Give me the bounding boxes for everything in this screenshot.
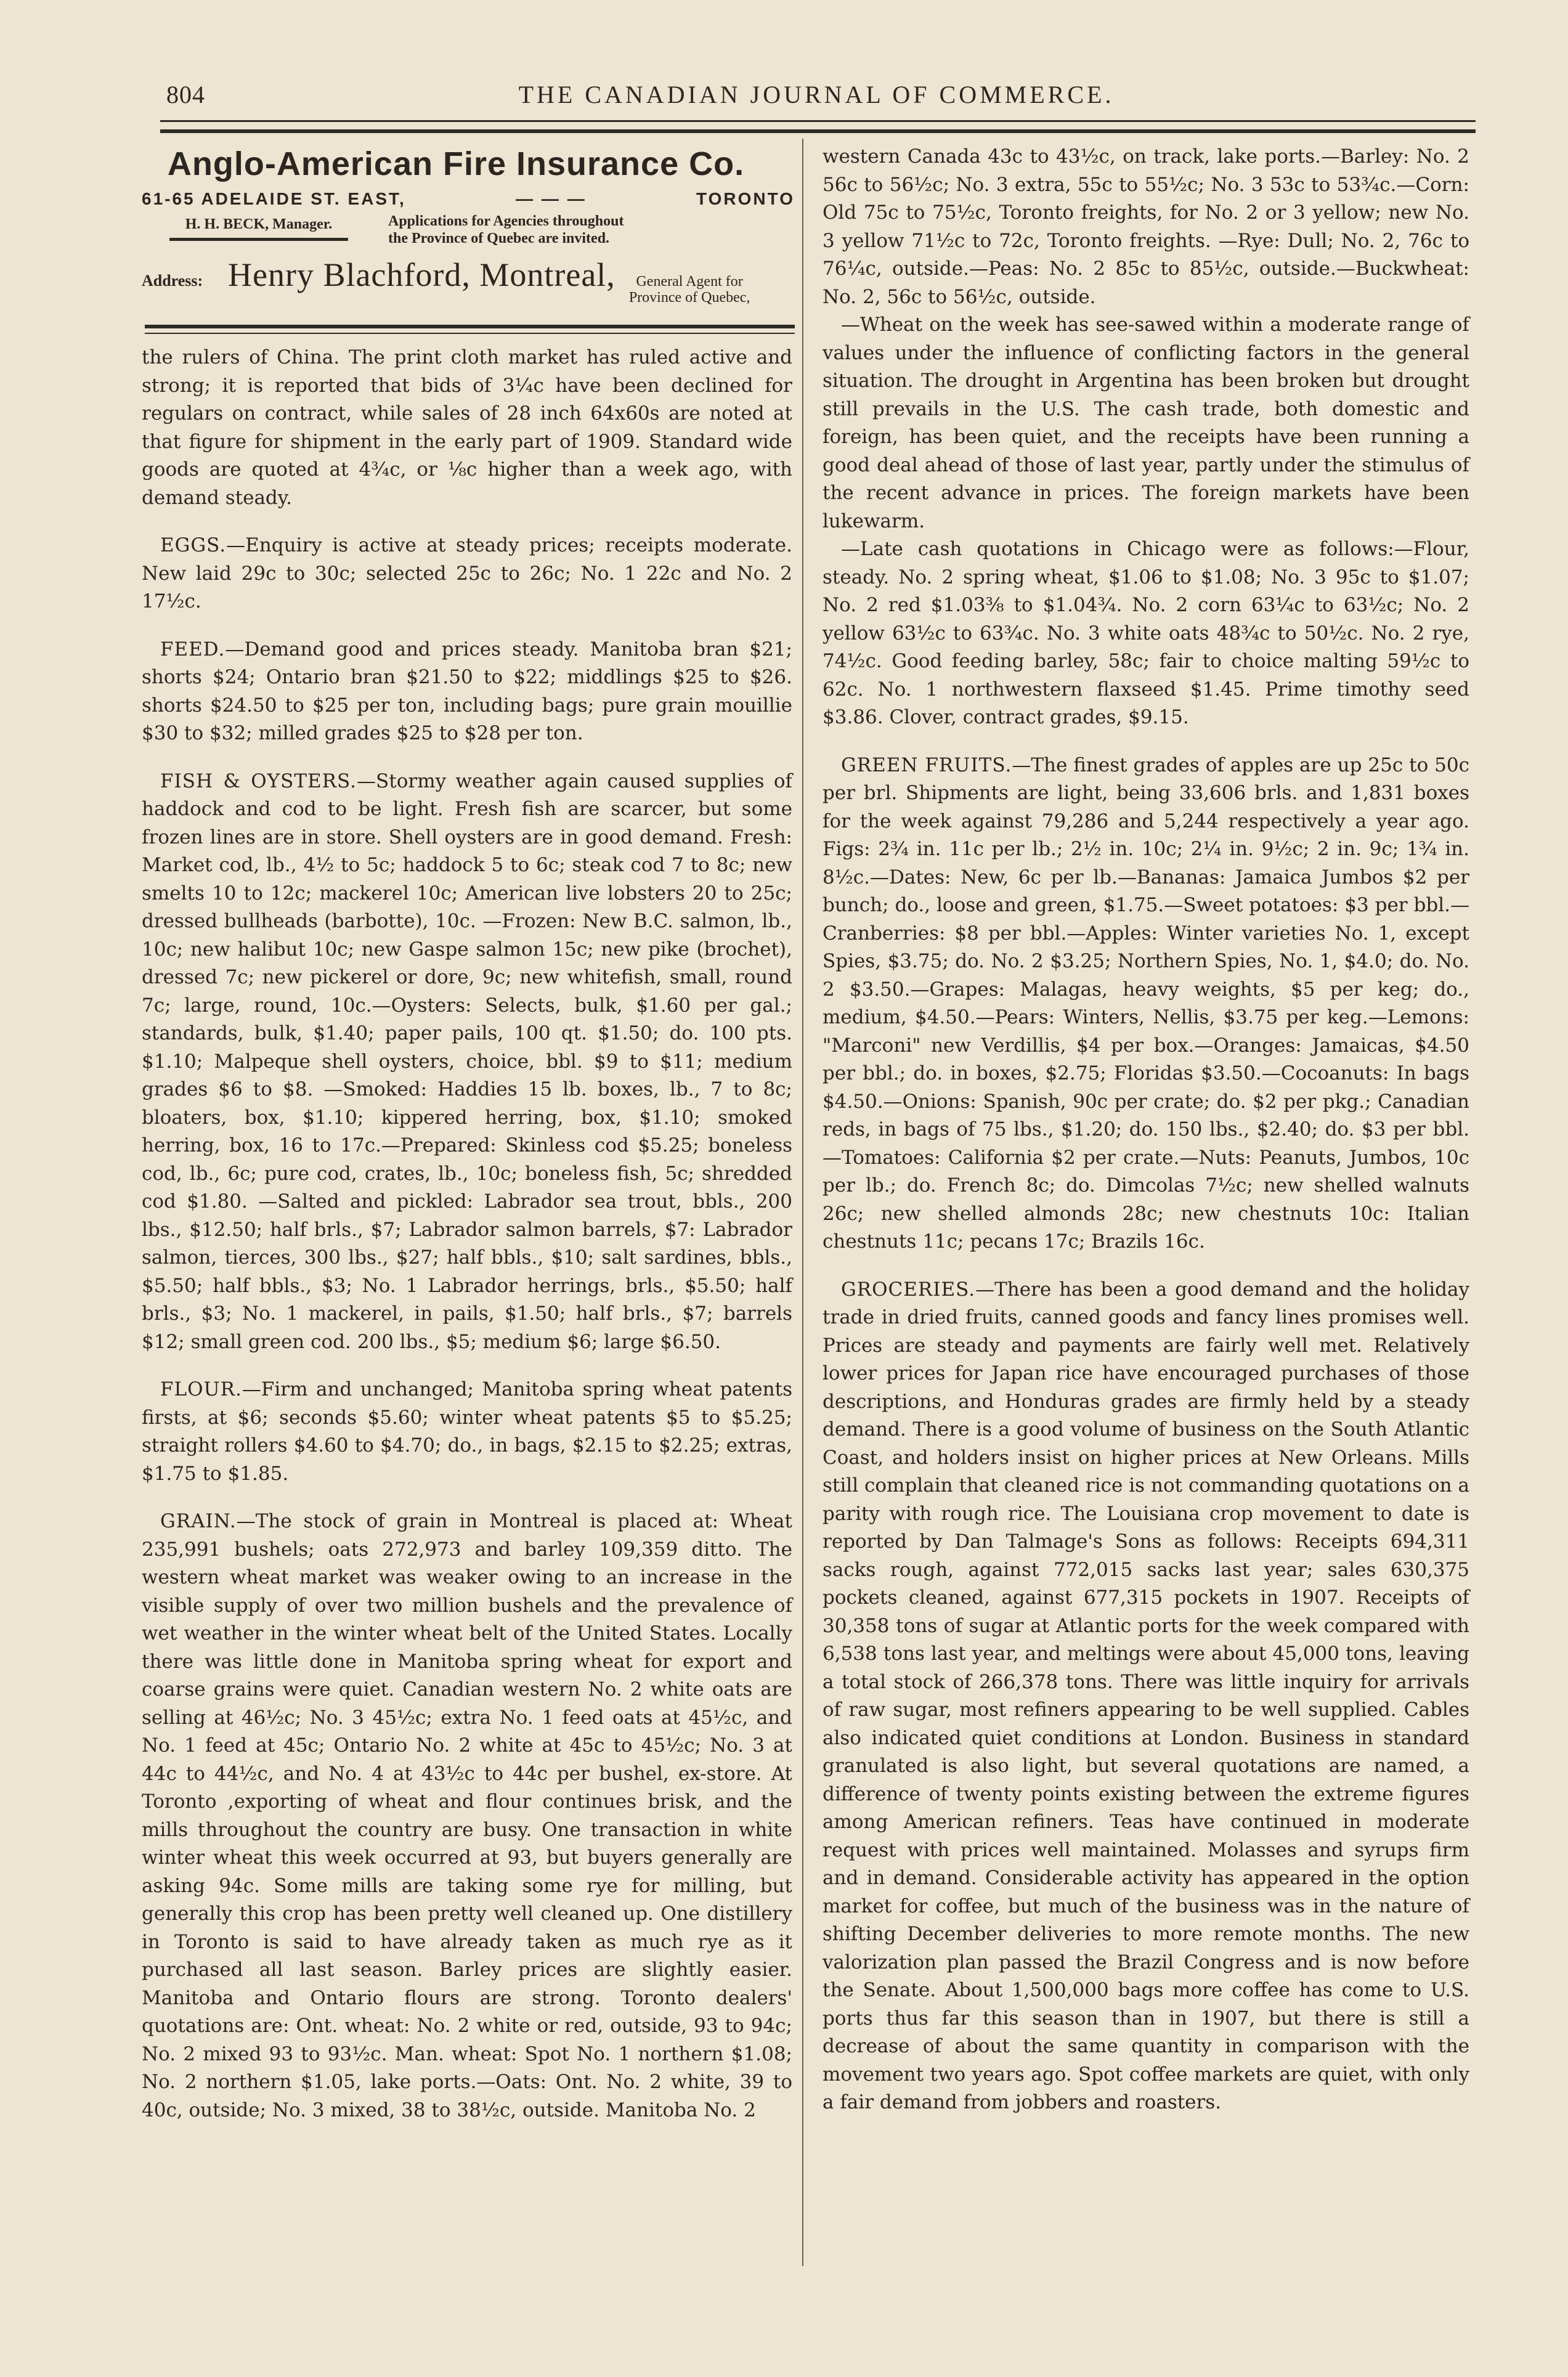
- grain-text: —The stock of grain in Montreal is placed at: Wheat 235,991 bushels; oats 272,973 and barley 109,359 ditto. The western wheat market was weaker owing to an increase in the visible supply of over two million bushels and the prevalence of wet weather in the winter wheat belt of the United States. Locally there was little done in Manitoba spring wheat for export and coarse grains were quiet. Canadian western No. 2 white oats are selling at 46½c; No. 3 45½c; extra No. 1 feed oats at 45½c, and No. 1 feed at 45c; Ontario No. 2 white at 45c to 45½c; No. 3 at 44c to 44½c, and No. 4 at 43½c to 44c per bushel, ex-store. At Toronto ,exporting of wheat and flour continues brisk, and the mills throughout the country are busy. One transaction in white winter wheat this week occurred at 93, but buyers generally are asking 94c. Some mills are taking some rye for milling, but generally this crop has been pretty well cleaned up. One distillery in Toronto is said to have already taken as much rye as it purchased all last season. Barley prices are slightly easier. Manitoba and Ontario flours are strong. Toronto dealers' quotations are: Ont. wheat: No. 2 white or red, outside, 93 to 94c; No. 2 mixed 93 to 93½c. Man. wheat: Spot No. 1 northern $1.08; No. 2 northern $1.05, lake ports.—Oats: Ont. No. 2 white, 39 to 40c, outside; No. 3 mixed, 38 to 38½c, outside. Manitoba No. 2: [142, 1510, 792, 2121]
- grain-heading: GRAIN.: [160, 1510, 237, 1532]
- column-divider: [802, 139, 803, 2266]
- insurance-advertisement: [142, 145, 795, 345]
- ad-applications: [376, 213, 624, 247]
- eggs-heading: EGGS.: [160, 534, 227, 556]
- page-header: [166, 80, 1466, 117]
- flour-heading: FLOUR.: [160, 1378, 242, 1400]
- green-fruits-text: —The finest grades of apples are up 25c to 50c per brl. Shipments are light, being 33,606 brls. and 1,831 boxes for the week against 79,286 and 5,244 respectively a year ago. Figs: 2¾ in. 11c per lb.; 2½ in. 10c; 2¼ in. 9½c; 2 in. 9c; 1¾ in. 8½c.—Dates: New, 6c per lb.—Bananas: Jamaica Jumbos $2 per bunch; do., loose and green, $1.75.—Sweet potatoes: $3 per bbl.—Cranberries: $8 per bbl.—Apples: Winter varieties No. 1, except Spies, $3.75; do. No. 2 $3.25; Northern Spies, No. 1, $4.0; do. No. 2 $3.50.—Grapes: Malagas, heavy weights, $5 per keg; do., medium, $4.50.—Pears: Winters, Nellis, $3.75 per keg.—Lemons: "Marconi" new Verdillis, $4 per box.—Oranges: Jamaicas, $4.50 per bbl.; do. in boxes, $2.75; Floridas $3.50.—Cocoanuts: In bags $4.50.—Onions: Spanish, 90c per crate; do. $2 per pkg.; Canadian reds, in bags of 75 lbs., $1.20; do. 150 lbs., $2.40; do. $3 per bbl.—Tomatoes: California $2 per crate.—Nuts: Peanuts, Jumbos, 10c per lb.; do. French 8c; do. Dimcolas 7½c; new shelled walnuts 26c; new shelled almonds 28c; new chestnuts 10c: Italian chestnuts 11c; pecans 17c; Brazils 16c.: [823, 754, 1469, 1253]
- left-column: [142, 344, 792, 2124]
- fish-paragraph: [142, 768, 792, 1357]
- ad-address-line: [142, 189, 795, 209]
- ad-applications-line1: Applications for Agencies throughout: [388, 213, 624, 229]
- ad-manager-name: H. H. BECK, Manager.: [185, 216, 333, 232]
- ad-applications-line2: the Province of Quebec are invited.: [388, 230, 610, 246]
- eggs-paragraph: [142, 532, 792, 616]
- ad-agent-title-line1: General Agent for: [636, 274, 743, 290]
- green-fruits-heading: GREEN FRUITS.: [841, 754, 1012, 776]
- right-column: [823, 143, 1469, 2117]
- groceries-text: —There has been a good demand and the holiday trade in dried fruits, canned goods and fancy lines promises well. Prices are steady and payments are fairly well met. Relatively lower prices for Japan rice have encouraged purchases of those descriptions, and Honduras grades are firmly held by a steady demand. There is a good volume of business on the South Atlantic Coast, and holders insist on higher prices at New Orleans. Mills still complain that cleaned rice is not commanding quotations on a parity with rough rice. The Louisiana crop movement to date is reported by Dan Talmage's Sons as follows: Receipts 694,311 sacks rough, against 772,015 sacks last year; sales 630,375 pockets cleaned, against 677,315 pockets in 1907. Receipts of 30,358 tons of sugar at Atlantic ports for the week compared with 6,538 tons last year, and meltings were about 45,000 tons, leaving a total stock of 266,378 tons. There was little inquiry for arrivals of raw sugar, most refiners appearing to be well supplied. Cables also indicated quiet conditions at London. Business in standard granulated is also light, but several quotations are named, a difference of twenty points existing between the extreme figures among American refiners. Teas have continued in moderate request with prices well maintained. Molasses and syrups firm and in demand. Considerable activity has appeared in the option market for coffee, but much of the business was in the nature of shifting December deliveries to more remote months. The new valorization plan passed the Brazil Congress and is now before the Senate. About 1,500,000 bags more coffee has come to U.S. ports thus far this season than in 1907, but there is still a decrease of about the same quantity in comparison with the movement two years ago. Spot coffee markets are quiet, with only a fair demand from jobbers and roasters.: [823, 1278, 1469, 2113]
- flour-text: —Firm and unchanged; Manitoba spring wheat patents firsts, at $6; seconds $5.60; winter wheat patents $5 to $5.25; straight rollers $4.60 to $4.70; do., in bags, $2.15 to $2.25; extras, $1.75 to $1.85.: [142, 1378, 792, 1485]
- ad-rule-thin: [145, 333, 795, 334]
- ad-rule: [145, 325, 795, 328]
- feed-heading: FEED.: [160, 638, 225, 660]
- groceries-paragraph: [823, 1276, 1469, 2117]
- ad-manager-rule: [169, 238, 348, 241]
- fish-heading: FISH & OYSTERS.: [160, 770, 357, 792]
- ad-street: 61-65 ADELAIDE ST. EAST,: [142, 189, 406, 208]
- ad-city: TORONTO: [696, 189, 795, 208]
- ad-address-label: Address:: [142, 272, 203, 290]
- ad-agent-name: Henry Blachford, Montreal,: [228, 256, 615, 293]
- chicago-paragraph: —Late cash quotations in Chicago were as follows:—Flour, steady. No. 2 spring wheat, $1.06 to $1.08; No. 3 95c to $1.07; No. 2 red $1.03⅜ to $1.04¾. No. 2 corn 63¼c to 63½c; No. 2 yellow 63½c to 63¾c. No. 3 white oats 48¾c to 50½c. No. 2 rye, 74½c. Good feeding barley, 58c; fair to choice malting 59½c to 62c. No. 1 northwestern flaxseed $1.45. Prime timothy seed $3.86. Clover, contract grades, $9.15.: [823, 538, 1469, 728]
- grain-paragraph: [142, 1508, 792, 2124]
- ad-agent-row: [142, 256, 795, 306]
- groceries-heading: GROCERIES.: [841, 1278, 976, 1301]
- feed-text: —Demand good and prices steady. Manitoba bran $21; shorts $24; Ontario bran $21.50 to $22; middlings $25 to $26. shorts $24.50 to $25 per ton, including bags; pure grain mouillie $30 to $32; milled grades $25 to $28 per ton.: [142, 638, 792, 744]
- journal-title: THE CANADIAN JOURNAL OF COMMERCE.: [518, 81, 1115, 108]
- ad-manager: [142, 213, 376, 241]
- ad-manager-row: [142, 213, 795, 247]
- green-fruits-paragraph: [823, 752, 1469, 1256]
- fish-text: —Stormy weather again caused supplies of haddock and cod to be light. Fresh fish are scarcer, but some frozen lines are in store. Shell oysters are in good demand. Fresh: Market cod, lb., 4½ to 5c; haddock 5 to 6c; steak cod 7 to 8c; new smelts 10 to 12c; mackerel 10c; American live lobsters 20 to 25c; dressed bullheads (barbotte), 10c. —Frozen: New B.C. salmon, lb., 10c; new halibut 10c; new Gaspe salmon 15c; new pike (brochet), dressed 7c; new pickerel or dore, 9c; new whitefish, small, round 7c; large, round, 10c.—Oysters: Selects, bulk, $1.60 per gal.; standards, bulk, $1.40; paper pails, 100 qt. $1.50; do. 100 pts. $1.10; Malpeque shell oysters, choice, bbl. $9 to $11; medium grades $6 to $8. —Smoked: Haddies 15 lb. boxes, lb., 7 to 8c; bloaters, box, $1.10; kippered herring, box, $1.10; smoked herring, box, 16 to 17c.—Prepared: Skinless cod $5.25; boneless cod, lb., 6c; pure cod, crates, lb., 10c; boneless fish, 5c; shredded cod $1.80. —Salted and pickled: Labrador sea trout, bbls., 200 lbs., $12.50; half brls., $7; Labrador salmon barrels, $7: Labrador salmon, tierces, 300 lbs., $27; half bbls., $10; salt sardines, bbls., $5.50; half bbls., $3; No. 1 Labrador herrings, brls., $5.50; half brls., $3; No. 1 mackerel, in pails, $1.50; half brls., $7; barrels $12; small green cod. 200 lbs., $5; medium $6; large $6.50.: [142, 770, 793, 1353]
- ad-dashes: — — —: [516, 189, 587, 208]
- eggs-text: —Enquiry is active at steady prices; receipts moderate. New laid 29c to 30c; selected 25c to 26c; No. 1 22c and No. 2 17½c.: [142, 534, 792, 612]
- wheat-paragraph: —Wheat on the week has see-sawed within a moderate range of values under the influence of conflicting factors in the general situation. The drought in Argentina has been broken but drought still prevails in the U.S. The cash trade, both domestic and foreign, has been quiet, and the receipts have been running a good deal ahead of those of last year, partly under the stimulus of the recent advance in prices. The foreign markets have been lukewarm.: [823, 314, 1469, 532]
- ad-company-name: Anglo-American Fire Insurance Co.: [167, 145, 745, 182]
- flour-paragraph: [142, 1376, 792, 1488]
- header-rule-thick: [160, 129, 1476, 133]
- ad-agent-title: [615, 274, 750, 306]
- header-rule: [160, 120, 1476, 122]
- ad-agent-title-line2: Province of Quebec,: [628, 290, 750, 306]
- cotton-paragraph: the rulers of China. The print cloth market has ruled active and strong; it is reported that bids of 3¼c have been declined for regulars on contract, while sales of 28 inch 64x60s are noted at that figure for shipment in the early part of 1909. Standard wide goods are quoted at 4¾c, or ⅛c higher than a week ago, with demand steady.: [142, 346, 792, 509]
- page-number: 804: [166, 81, 205, 108]
- feed-paragraph: [142, 636, 792, 748]
- grain-continued-paragraph: western Canada 43c to 43½c, on track, lake ports.—Barley: No. 2 56c to 56½c; No. 3 extra, 55c to 55½c; No. 3 53c to 53¾c.—Corn: Old 75c to 75½c, Toronto freights, for No. 2 or 3 yellow; new No. 3 yellow 71½c to 72c, Toronto freights. —Rye: Dull; No. 2, 76c to 76¼c, outside.—Peas: No. 2 85c to 85½c, outside.—Buckwheat: No. 2, 56c to 56½c, outside.: [823, 145, 1469, 308]
